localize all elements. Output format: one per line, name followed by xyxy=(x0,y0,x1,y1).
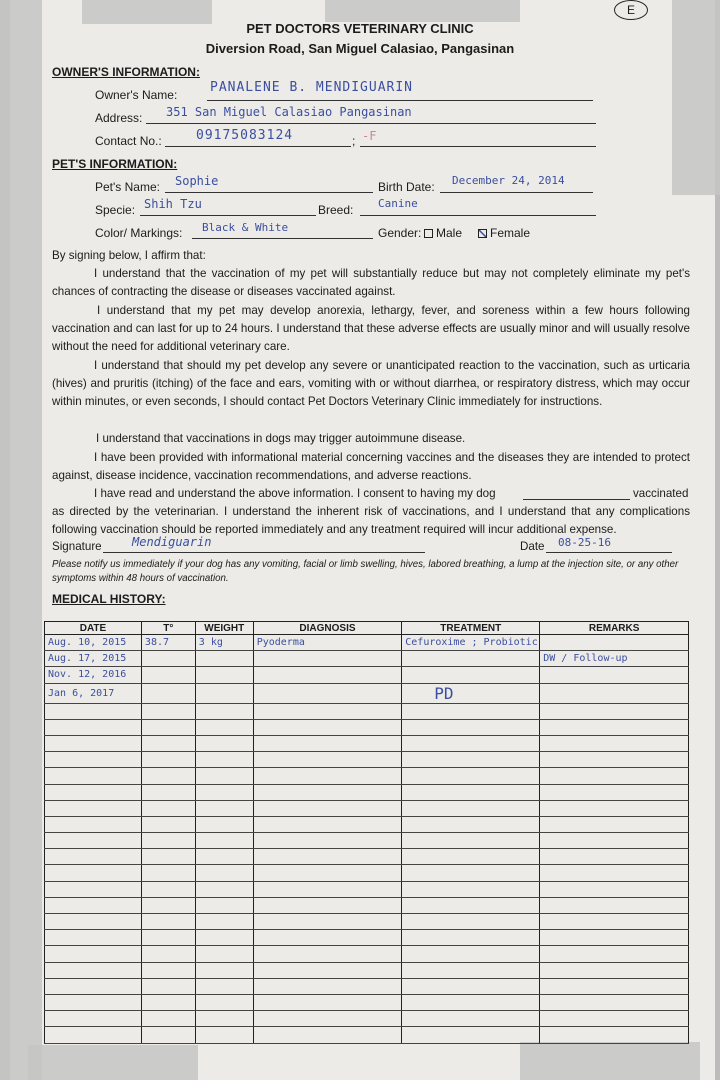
signature-date-value: 08-25-16 xyxy=(558,536,611,549)
cell-remarks xyxy=(540,800,689,816)
cell-weight xyxy=(195,651,253,667)
cell-date xyxy=(45,849,142,865)
cell-weight xyxy=(195,994,253,1010)
gender-female-option xyxy=(478,226,530,240)
cell-date-value: Aug. 17, 2015 xyxy=(48,653,127,665)
cell-temp xyxy=(141,946,195,962)
consent-intro: By signing below, I affirm that: xyxy=(52,249,206,262)
cell-date xyxy=(45,752,142,768)
cell-date xyxy=(45,816,142,832)
consent-paragraph-6-rest: as directed by the veterinarian. I understand the inherent risk of vaccinations, and I understand that any complications following vaccination should be reported immediately and any treatment required will incur additional expense. xyxy=(52,505,690,537)
cell-temp xyxy=(141,651,195,667)
birth-date-value: December 24, 2014 xyxy=(452,174,565,187)
consent-paragraph-6-start: I have read and understand the above information. I consent to having my dog xyxy=(94,487,496,500)
cell-temp xyxy=(141,1027,195,1043)
signature-line xyxy=(103,552,425,553)
table-header-row xyxy=(45,622,689,635)
cell-diagnosis xyxy=(253,833,402,849)
cell-temp xyxy=(141,683,195,703)
address-line xyxy=(146,123,596,124)
male-checkbox xyxy=(424,229,433,238)
table-row xyxy=(45,994,689,1010)
cell-temp xyxy=(141,881,195,897)
table-row xyxy=(45,962,689,978)
owner-name-label: Owner's Name: xyxy=(95,88,178,102)
cell-remarks-value xyxy=(540,637,543,648)
cell-treatment-value xyxy=(402,653,405,664)
cell-weight xyxy=(195,930,253,946)
consent-paragraph-5: I have been provided with informational material concerning vaccines and the diseases they are intended to protect against, disease incidence, vaccination recommendations, and adverse reactions. xyxy=(52,451,690,483)
cell-temp-value: 38.7 xyxy=(144,637,170,649)
table-row xyxy=(45,635,689,651)
consent-paragraph-6-vaccinated: vaccinated xyxy=(633,487,689,500)
cell-treatment xyxy=(402,914,540,930)
owner-heading: OWNER'S INFORMATION: xyxy=(52,65,200,79)
cell-treatment xyxy=(402,930,540,946)
cell-weight xyxy=(195,833,253,849)
cell-diagnosis xyxy=(253,849,402,865)
cell-temp xyxy=(141,784,195,800)
col-temp-header: T° xyxy=(141,622,195,635)
gender-male-label: Male xyxy=(436,226,463,240)
cell-diagnosis-value xyxy=(254,653,257,664)
cell-temp-value xyxy=(142,669,145,680)
cell-temp xyxy=(141,930,195,946)
clinic-address: Diversion Road, San Miguel Calasiao, Pangasinan xyxy=(205,41,515,56)
table-row xyxy=(45,914,689,930)
cell-remarks xyxy=(540,849,689,865)
cell-treatment xyxy=(402,735,540,751)
cell-date xyxy=(45,881,142,897)
cell-treatment xyxy=(402,752,540,768)
table-row xyxy=(45,768,689,784)
cell-remarks xyxy=(540,930,689,946)
cell-remarks xyxy=(540,719,689,735)
cell-remarks xyxy=(540,994,689,1010)
cell-date xyxy=(45,946,142,962)
cell-temp xyxy=(141,800,195,816)
cell-diagnosis xyxy=(253,651,402,667)
contact-alt-line xyxy=(360,146,596,147)
cell-diagnosis xyxy=(253,978,402,994)
cell-temp xyxy=(141,897,195,913)
cell-diagnosis xyxy=(253,946,402,962)
consent-paragraph-1: I understand that the vaccination of my pet will substantially reduce but may not completely eliminate my pet's chances of contracting the disease or diseases vaccinated against. xyxy=(52,267,690,299)
cell-date-value: Aug. 10, 2015 xyxy=(48,637,127,649)
cell-treatment xyxy=(402,816,540,832)
cell-temp xyxy=(141,719,195,735)
table-row xyxy=(45,816,689,832)
cell-treatment xyxy=(402,800,540,816)
cell-temp xyxy=(141,994,195,1010)
cell-weight-value xyxy=(196,688,199,699)
cell-weight xyxy=(195,735,253,751)
cell-remarks xyxy=(540,881,689,897)
cell-diagnosis xyxy=(253,962,402,978)
cell-temp xyxy=(141,914,195,930)
specie-line xyxy=(140,215,316,216)
cell-diagnosis xyxy=(253,667,402,683)
cell-date xyxy=(45,930,142,946)
cell-temp xyxy=(141,768,195,784)
breed-line xyxy=(360,215,596,216)
corner-mark: E xyxy=(614,0,648,20)
cell-weight xyxy=(195,719,253,735)
date-label: Date xyxy=(520,540,545,553)
pet-heading: PET'S INFORMATION: xyxy=(52,157,178,171)
cell-diagnosis xyxy=(253,914,402,930)
cell-weight xyxy=(195,1027,253,1043)
contact-separator: ; xyxy=(352,134,356,148)
cell-date xyxy=(45,651,142,667)
cell-remarks xyxy=(540,897,689,913)
medical-history-heading: MEDICAL HISTORY: xyxy=(52,592,166,606)
table-row xyxy=(45,683,689,703)
cell-weight xyxy=(195,897,253,913)
cell-weight-value xyxy=(196,653,199,664)
cell-treatment xyxy=(402,978,540,994)
cell-diagnosis xyxy=(253,897,402,913)
cell-temp xyxy=(141,865,195,881)
table-row xyxy=(45,1011,689,1027)
cell-temp-value xyxy=(142,653,145,664)
cell-treatment xyxy=(402,833,540,849)
cell-treatment xyxy=(402,1027,540,1043)
cell-remarks xyxy=(540,946,689,962)
table-row xyxy=(45,703,689,719)
cell-remarks xyxy=(540,784,689,800)
cell-diagnosis xyxy=(253,784,402,800)
signature-label: Signature xyxy=(52,540,102,553)
cell-treatment xyxy=(402,784,540,800)
table-row xyxy=(45,833,689,849)
cell-remarks xyxy=(540,667,689,683)
cell-temp xyxy=(141,752,195,768)
cell-temp xyxy=(141,978,195,994)
cell-date-value: Jan 6, 2017 xyxy=(48,687,115,699)
table-row xyxy=(45,897,689,913)
cell-treatment xyxy=(402,703,540,719)
cell-treatment-value: PD xyxy=(434,683,454,703)
cell-treatment xyxy=(402,994,540,1010)
cell-weight xyxy=(195,978,253,994)
col-treatment-header: TREATMENT xyxy=(402,622,540,635)
cell-remarks xyxy=(540,683,689,703)
breed-label: Breed: xyxy=(318,203,354,217)
cell-diagnosis-value xyxy=(254,669,257,680)
cell-temp xyxy=(141,833,195,849)
cell-date xyxy=(45,833,142,849)
table-row xyxy=(45,978,689,994)
table-row xyxy=(45,784,689,800)
col-date-header: DATE xyxy=(45,622,142,635)
cell-remarks xyxy=(540,651,689,667)
breed-value: Canine xyxy=(378,197,418,210)
cell-date xyxy=(45,784,142,800)
cell-diagnosis-value: Pyoderma xyxy=(256,637,305,649)
cell-date xyxy=(45,735,142,751)
contact-alt-value: -F xyxy=(362,129,377,143)
color-label: Color/ Markings: xyxy=(95,226,183,240)
consent-paragraph-4: I understand that vaccinations in dogs may trigger autoimmune disease. xyxy=(96,432,466,445)
birth-date-line xyxy=(440,192,593,193)
table-row xyxy=(45,946,689,962)
cell-diagnosis xyxy=(253,1011,402,1027)
table-row xyxy=(45,1027,689,1043)
cell-remarks xyxy=(540,833,689,849)
address-label: Address: xyxy=(95,111,143,125)
cell-weight xyxy=(195,800,253,816)
cell-temp xyxy=(141,667,195,683)
cell-weight xyxy=(195,1011,253,1027)
cell-date xyxy=(45,978,142,994)
table-row xyxy=(45,651,689,667)
cell-diagnosis xyxy=(253,635,402,651)
cell-treatment xyxy=(402,683,540,703)
cell-treatment xyxy=(402,881,540,897)
table-row xyxy=(45,800,689,816)
clinic-name: PET DOCTORS VETERINARY CLINIC xyxy=(246,21,474,36)
cell-date xyxy=(45,1027,142,1043)
cell-date xyxy=(45,897,142,913)
cell-weight-value: 3 kg xyxy=(198,637,223,649)
cell-remarks xyxy=(540,735,689,751)
color-line xyxy=(192,238,373,239)
cell-remarks xyxy=(540,816,689,832)
cell-weight xyxy=(195,946,253,962)
owner-name-value: PANALENE B. MENDIGUARIN xyxy=(210,80,414,95)
tape-bottom-left xyxy=(28,1045,198,1080)
cell-treatment xyxy=(402,897,540,913)
cell-date xyxy=(45,768,142,784)
cell-date xyxy=(45,719,142,735)
cell-weight xyxy=(195,768,253,784)
cell-diagnosis xyxy=(253,719,402,735)
cell-remarks xyxy=(540,752,689,768)
birth-date-label: Birth Date: xyxy=(378,180,435,194)
cell-remarks xyxy=(540,768,689,784)
cell-weight xyxy=(195,881,253,897)
cell-temp xyxy=(141,849,195,865)
cell-diagnosis-value xyxy=(254,688,257,699)
cell-treatment xyxy=(402,962,540,978)
cell-diagnosis xyxy=(253,683,402,703)
cell-diagnosis xyxy=(253,735,402,751)
cell-date xyxy=(45,683,142,703)
cell-diagnosis xyxy=(253,930,402,946)
owner-name-line xyxy=(207,100,593,101)
cell-diagnosis xyxy=(253,1027,402,1043)
contact-value: 09175083124 xyxy=(196,128,294,143)
cell-weight xyxy=(195,914,253,930)
col-remarks-header: REMARKS xyxy=(540,622,689,635)
table-row xyxy=(45,667,689,683)
table-row xyxy=(45,881,689,897)
cell-temp-value xyxy=(142,688,145,699)
notice-text: Please notify us immediately if your dog has any vomiting, facial or limb swelling, hives, labored breathing, a lump at the injection site, or any other symptoms within 48 hours of vaccination. xyxy=(52,559,679,584)
cell-diagnosis xyxy=(253,816,402,832)
cell-treatment xyxy=(402,667,540,683)
table-row xyxy=(45,719,689,735)
cell-date xyxy=(45,703,142,719)
cell-treatment xyxy=(402,849,540,865)
gender-male-option xyxy=(424,226,462,240)
cell-weight xyxy=(195,816,253,832)
cell-diagnosis xyxy=(253,865,402,881)
cell-remarks-value xyxy=(540,688,543,699)
cell-date xyxy=(45,800,142,816)
cell-date xyxy=(45,635,142,651)
cell-temp xyxy=(141,962,195,978)
cell-weight xyxy=(195,703,253,719)
cell-weight xyxy=(195,635,253,651)
specie-value: Shih Tzu xyxy=(144,197,202,211)
cell-weight-value xyxy=(196,669,199,680)
table-row xyxy=(45,849,689,865)
cell-remarks xyxy=(540,865,689,881)
cell-treatment-value xyxy=(402,669,405,680)
cell-treatment xyxy=(402,1011,540,1027)
specie-label: Specie: xyxy=(95,203,136,217)
table-row xyxy=(45,865,689,881)
cell-weight xyxy=(195,865,253,881)
medical-history-table xyxy=(44,621,689,1044)
cell-date xyxy=(45,1011,142,1027)
contact-line xyxy=(165,146,351,147)
cell-diagnosis xyxy=(253,752,402,768)
address-value: 351 San Miguel Calasiao Pangasinan xyxy=(166,105,412,119)
cell-weight xyxy=(195,962,253,978)
cell-date-value: Nov. 12, 2016 xyxy=(48,669,127,681)
pet-name-line xyxy=(165,192,373,193)
cell-treatment-value: Cefuroxime ; Probiotic xyxy=(405,637,538,649)
cell-weight xyxy=(195,849,253,865)
cell-treatment xyxy=(402,651,540,667)
cell-remarks-value xyxy=(540,669,543,680)
cell-weight xyxy=(195,752,253,768)
cell-date xyxy=(45,914,142,930)
cell-treatment xyxy=(402,865,540,881)
cell-treatment xyxy=(402,768,540,784)
cell-remarks xyxy=(540,978,689,994)
cell-temp xyxy=(141,816,195,832)
pet-name-label: Pet's Name: xyxy=(95,180,160,194)
cell-diagnosis xyxy=(253,994,402,1010)
cell-treatment xyxy=(402,719,540,735)
cell-remarks xyxy=(540,1027,689,1043)
cell-temp xyxy=(141,703,195,719)
cell-remarks xyxy=(540,703,689,719)
gender-label: Gender: xyxy=(378,226,422,240)
cell-remarks xyxy=(540,914,689,930)
tape-top-middle xyxy=(325,0,520,22)
cell-weight xyxy=(195,784,253,800)
cell-date xyxy=(45,962,142,978)
tape-left xyxy=(0,0,42,1080)
cell-diagnosis xyxy=(253,703,402,719)
cell-diagnosis xyxy=(253,800,402,816)
cell-treatment xyxy=(402,946,540,962)
gender-female-label: Female xyxy=(490,226,531,240)
table-row xyxy=(45,735,689,751)
consent-paragraph-3: I understand that should my pet develop any severe or unanticipated reaction to the vaccination, such as urticaria (hives) and pruritis (itching) of the face and ears, vomiting with or without diarrhea, or respiratory distress, which may occur within minutes, or even seconds, I should contact Pet Doctors Veterinary Clinic immediately for instructions. xyxy=(52,359,690,409)
color-value: Black & White xyxy=(202,221,289,234)
signature-value: Mendiguarin xyxy=(132,535,212,549)
dog-name-line xyxy=(523,499,630,500)
cell-remarks-value: DW / Follow-up xyxy=(543,653,628,665)
cell-diagnosis xyxy=(253,881,402,897)
cell-temp xyxy=(141,1011,195,1027)
cell-weight xyxy=(195,683,253,703)
cell-diagnosis xyxy=(253,768,402,784)
cell-remarks xyxy=(540,962,689,978)
table-row xyxy=(45,930,689,946)
cell-date xyxy=(45,667,142,683)
col-weight-header: WEIGHT xyxy=(195,622,253,635)
cell-remarks xyxy=(540,635,689,651)
table-row xyxy=(45,752,689,768)
cell-date xyxy=(45,994,142,1010)
contact-label: Contact No.: xyxy=(95,134,162,148)
consent-paragraph-2: I understand that my pet may develop anorexia, lethargy, fever, and soreness within a few hours following vaccination and can last for up to 24 hours. I understand that these adverse effects are usually minor and will usually resolve without the need for additional veterinary care. xyxy=(52,304,690,354)
pet-name-value: Sophie xyxy=(175,174,219,188)
female-checkbox-checked xyxy=(478,229,487,238)
date-line xyxy=(546,552,672,553)
cell-temp xyxy=(141,735,195,751)
cell-weight xyxy=(195,667,253,683)
cell-temp xyxy=(141,635,195,651)
cell-treatment xyxy=(402,635,540,651)
cell-remarks xyxy=(540,1011,689,1027)
cell-date xyxy=(45,865,142,881)
tape-bottom-right xyxy=(520,1042,700,1080)
col-diagnosis-header: DIAGNOSIS xyxy=(253,622,402,635)
